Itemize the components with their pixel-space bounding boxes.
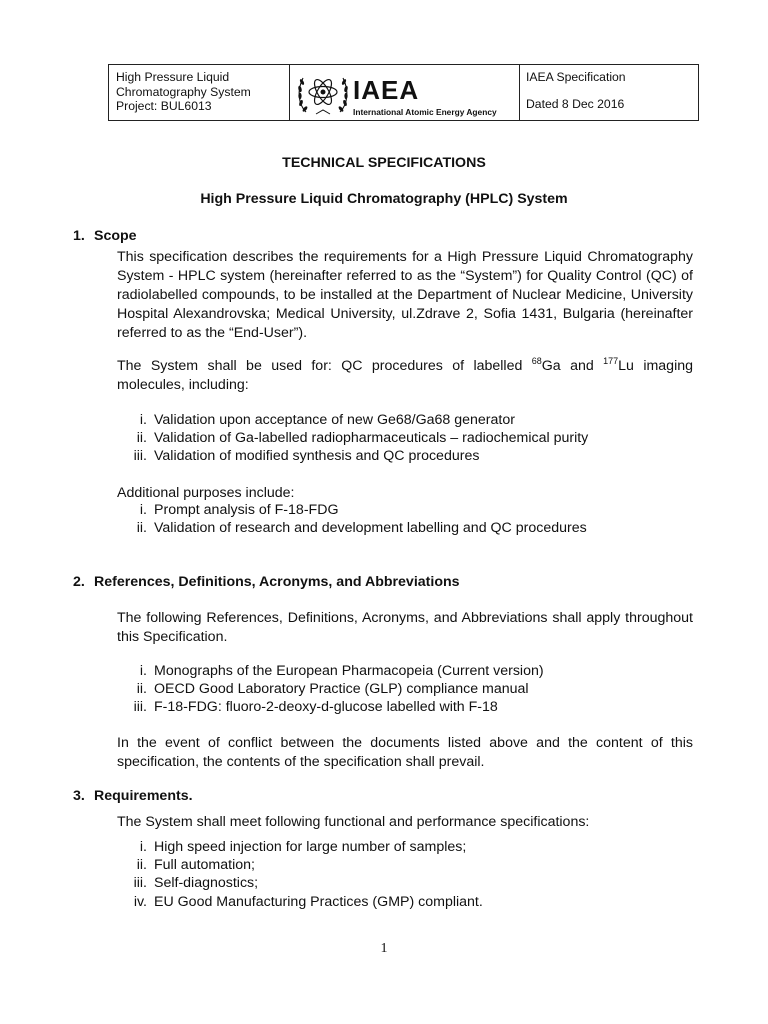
project-line-3: Project: BUL6013 — [116, 99, 212, 114]
list-numeral: ii. — [136, 520, 147, 537]
list-item — [117, 698, 697, 716]
spec-info — [520, 65, 698, 120]
list-numeral: iii. — [133, 699, 147, 716]
spec-label: IAEA Specification — [526, 70, 626, 84]
list-text: EU Good Manufacturing Practices (GMP) compliant. — [154, 893, 483, 910]
iaea-emblem-icon — [294, 68, 352, 118]
list-numeral: ii. — [136, 430, 147, 447]
list-numeral: iv. — [133, 893, 147, 910]
scope-paragraph: This specification describes the requirements for a High Pressure Liquid Chromatography System - HPLC system (hereinafter referred to as the “System”) for Quality Control (QC) of radiolabelled compounds, to be installed at the Department of Nuclear Medicine, University Hospital Alexandrovska; Medical University, ul.Zdrave 2, Sofia 1431, Bulgaria (hereinafter referred to as the “End-User”). — [117, 249, 693, 341]
list-text: OECD Good Laboratory Practice (GLP) compliance manual — [154, 681, 529, 698]
list-text: Validation of research and development labelling and QC procedures — [154, 520, 587, 537]
section-3-heading — [73, 788, 193, 804]
list-text: Full automation; — [154, 857, 255, 874]
list-text: Self-diagnostics; — [154, 875, 259, 892]
page-number: 1 — [380, 941, 388, 956]
list-item — [117, 856, 697, 874]
list-item — [117, 411, 697, 429]
additional-list — [117, 501, 697, 537]
project-info — [109, 65, 290, 120]
usage-paragraph — [117, 357, 693, 395]
list-numeral: i. — [139, 412, 147, 428]
section-1-heading — [73, 228, 137, 244]
list-text: Validation of Ga-labelled radiopharmaceuticals – radiochemical purity — [154, 430, 589, 447]
logo-subtitle: International Atomic Energy Agency — [353, 107, 497, 117]
section-number: 1. — [73, 228, 85, 244]
requirements-paragraph: The System shall meet following functional and performance specifications: — [117, 814, 590, 830]
section-number: 2. — [73, 574, 85, 590]
usage-text-b: Ga and — [541, 358, 604, 374]
section-2-heading — [73, 574, 460, 590]
section-title: Requirements. — [94, 788, 193, 804]
usage-text-a: The System shall be used for: QC procedures of labelled — [117, 358, 532, 374]
list-item — [117, 662, 697, 680]
document-subtitle: High Pressure Liquid Chromatography (HPLC) System — [200, 191, 568, 207]
usage-text-c: Lu imaging molecules, including: — [117, 358, 693, 393]
isotope-lu-sup: 177 — [603, 356, 619, 366]
list-numeral: i. — [139, 502, 147, 518]
isotope-ga-sup: 68 — [531, 356, 542, 366]
section-number: 3. — [73, 788, 85, 804]
date-label: Dated 8 Dec 2016 — [526, 97, 625, 111]
list-text: Validation of modified synthesis and QC procedures — [154, 448, 480, 465]
project-line-1: High Pressure Liquid — [116, 70, 230, 84]
logo-wordmark: IAEA — [353, 75, 420, 105]
document-title: TECHNICAL SPECIFICATIONS — [282, 155, 486, 171]
list-numeral: iii. — [133, 448, 147, 465]
references-list — [117, 662, 697, 717]
list-item — [117, 680, 697, 698]
requirements-list — [117, 838, 697, 911]
list-item — [117, 447, 697, 465]
document-header — [108, 64, 699, 121]
list-item — [117, 838, 697, 856]
list-text: F-18-FDG: fluoro-2-deoxy-d-glucose labelled with F-18 — [154, 699, 498, 716]
list-item — [117, 501, 697, 519]
list-item — [117, 429, 697, 447]
section-title: References, Definitions, Acronyms, and Abbreviations — [94, 574, 460, 590]
additional-purposes-label: Additional purposes include: — [117, 485, 295, 501]
project-line-2: Chromatography System — [116, 84, 251, 99]
list-text: Monographs of the European Pharmacopeia (Current version) — [154, 663, 544, 679]
list-text: High speed injection for large number of samples; — [154, 839, 467, 855]
list-numeral: i. — [139, 839, 147, 855]
list-item — [117, 893, 697, 911]
references-paragraph: The following References, Definitions, Acronyms, and Abbreviations shall apply throughout this Specification. — [117, 610, 693, 645]
list-numeral: ii. — [136, 857, 147, 874]
list-item — [117, 519, 697, 537]
usage-list — [117, 411, 697, 466]
list-item — [117, 874, 697, 892]
list-text: Prompt analysis of F-18-FDG — [154, 502, 339, 518]
iaea-logo — [290, 65, 520, 120]
section-title: Scope — [94, 228, 137, 244]
list-numeral: i. — [139, 663, 147, 679]
list-text: Validation upon acceptance of new Ge68/Ga68 generator — [154, 412, 515, 428]
list-numeral: ii. — [136, 681, 147, 698]
conflict-paragraph: In the event of conflict between the documents listed above and the content of this specification, the contents of the specification shall prevail. — [117, 735, 693, 770]
list-numeral: iii. — [133, 875, 147, 892]
